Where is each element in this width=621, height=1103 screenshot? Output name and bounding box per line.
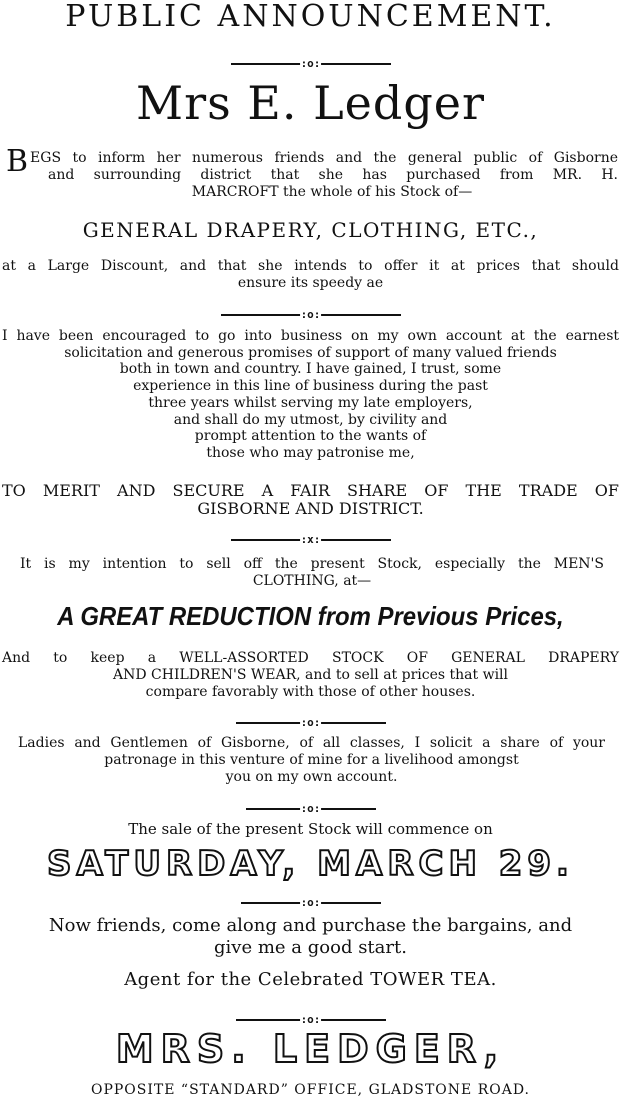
discount-paragraph	[2, 258, 619, 292]
agent-line: Agent for the Celebrated TOWER TEA.	[124, 969, 497, 990]
encouraged-line: solicitation and generous promises of support of many valued friends	[64, 344, 557, 361]
keep-line-2: AND CHILDREN'S WEAR, and to sell at prices that will	[112, 667, 509, 683]
address: OPPOSITE “STANDARD” OFFICE, GLADSTONE ROAD.	[90, 1082, 531, 1098]
keep-paragraph	[2, 650, 619, 701]
announcement-heading: PUBLIC ANNOUNCEMENT.	[65, 0, 556, 34]
divider-3: :x:	[0, 530, 621, 540]
merit-paragraph	[2, 482, 619, 518]
encouraged-line: experience in this line of business during the past	[133, 378, 488, 395]
ladies-line-1: Ladies and Gentlemen of Gisborne, of all classes, I solicit a share of your	[18, 735, 605, 751]
advertiser-name: Mrs E. Ledger	[135, 76, 485, 130]
encouraged-line: both in town and country. I have gained, I trust, some	[119, 361, 502, 378]
intention-paragraph	[20, 556, 604, 590]
sale-line: The sale of the present Stock will commence on	[128, 820, 493, 838]
sale-date: SATURDAY, MARCH 29.	[47, 844, 574, 884]
divider-2: :o:	[0, 305, 621, 315]
discount-line-2: ensure its speedy ae	[237, 275, 384, 291]
friends-line-2: give me a good start.	[214, 937, 407, 958]
discount-line-1: at a Large Discount, and that she intends to offer it at prices that should	[2, 258, 619, 274]
encouraged-line: three years whilst serving my late employers,	[148, 394, 473, 411]
intention-line-2: CLOTHING, at—	[252, 573, 372, 589]
intro-line-3: MARCROFT the whole of his Stock of—	[191, 184, 473, 200]
ladies-paragraph	[18, 735, 605, 786]
intention-line-1: It is my intention to sell off the present Stock, especially the MEN'S	[20, 556, 604, 572]
keep-line-3: compare favorably with those of other houses.	[145, 684, 476, 700]
ladies-line-2: patronage in this venture of mine for a livelihood amongst	[104, 752, 519, 768]
merit-line-2: GISBORNE AND DISTRICT.	[197, 499, 424, 518]
intro-paragraph	[6, 144, 618, 201]
intro-line-2: and surrounding district that she has purchased from MR. H.	[48, 167, 618, 183]
signature: MRS. LEDGER,	[115, 1027, 506, 1071]
divider-6: :o:	[0, 893, 621, 903]
merit-line-1: TO MERIT AND SECURE A FAIR SHARE OF THE TRADE OF	[2, 481, 619, 500]
divider-4: :o:	[0, 713, 621, 723]
dropcap: B	[6, 144, 29, 179]
encouraged-line: those who may patronise me,	[206, 444, 415, 461]
intro-line-1: EGS to inform her numerous friends and the general public of Gisborne	[30, 150, 618, 166]
encouraged-line: I have been encouraged to go into business on my own account at the earnest	[2, 328, 619, 344]
encouraged-paragraph	[0, 328, 621, 462]
ladies-line-3: you on my own account.	[225, 769, 398, 785]
reduction-headline: A GREAT REDUCTION from Previous Prices,	[57, 601, 564, 631]
divider-5: :o:	[0, 799, 621, 809]
encouraged-line: prompt attention to the wants of	[194, 428, 427, 445]
encouraged-line: and shall do my utmost, by civility and	[173, 411, 448, 428]
divider-1: :o:	[0, 54, 621, 64]
friends-line-1: Now friends, come along and purchase the bargains, and	[48, 915, 573, 936]
divider-7: :o:	[0, 1010, 621, 1020]
goods-heading: GENERAL DRAPERY, CLOTHING, ETC.,	[82, 218, 539, 242]
keep-line-1: And to keep a WELL-ASSORTED STOCK OF GENERAL DRAPERY	[2, 650, 619, 666]
friends-paragraph	[0, 915, 621, 959]
